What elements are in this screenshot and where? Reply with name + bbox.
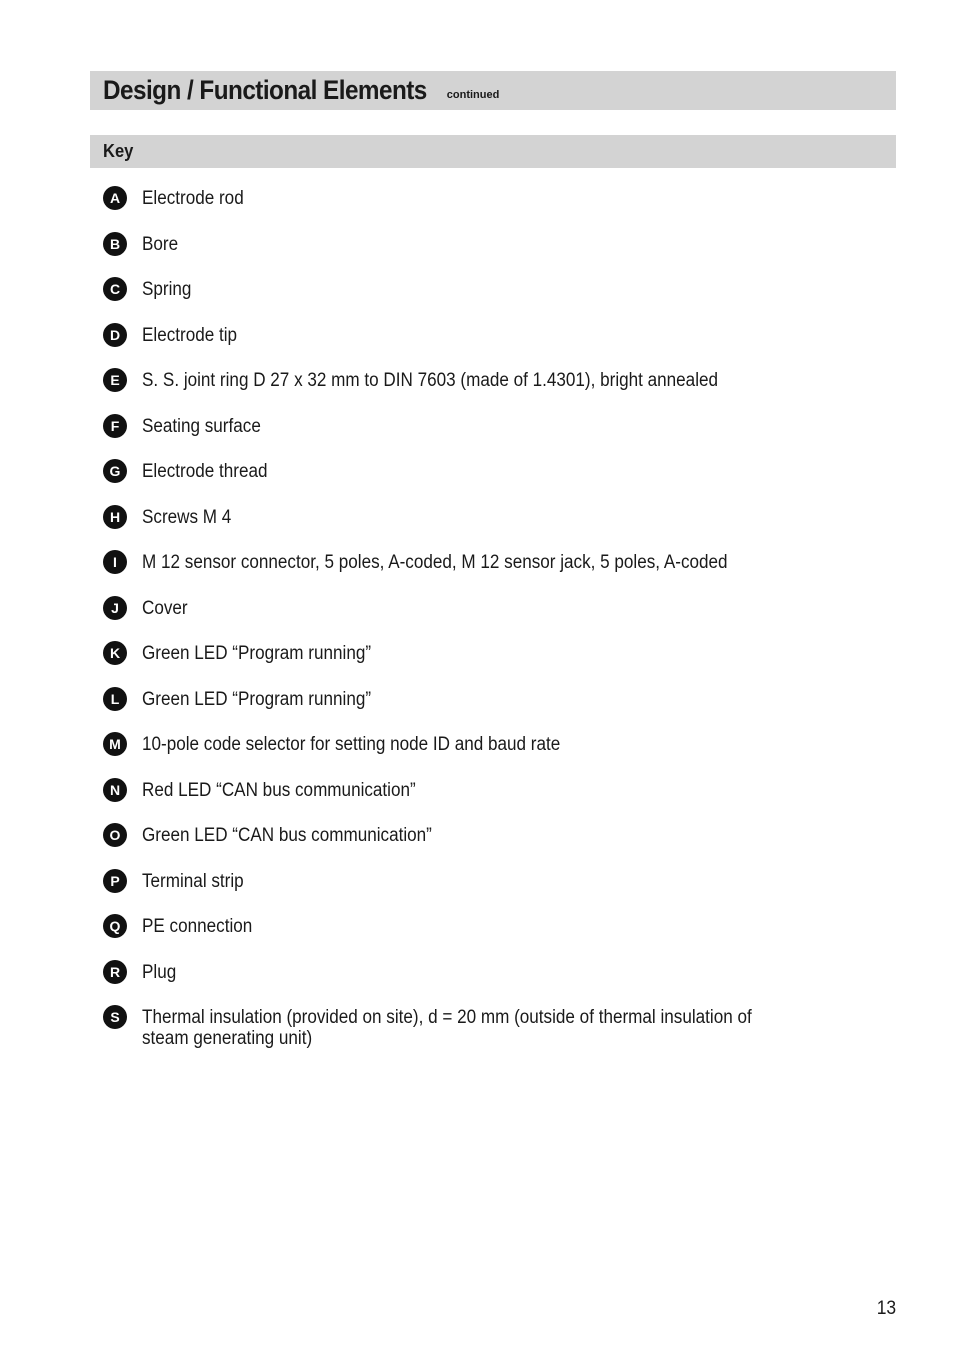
page-title: Design / Functional Elements bbox=[103, 75, 427, 105]
key-item-a bbox=[103, 186, 896, 232]
key-item-text: Red LED “CAN bus communication” bbox=[142, 779, 416, 801]
letter-badge: C bbox=[103, 277, 127, 301]
letter-badge: O bbox=[103, 823, 127, 847]
key-item-text: Terminal strip bbox=[142, 870, 244, 892]
key-item-m bbox=[103, 732, 896, 778]
key-item-o bbox=[103, 823, 896, 869]
key-list bbox=[103, 186, 896, 1051]
letter-badge: P bbox=[103, 869, 127, 893]
key-item-text: Green LED “CAN bus communication” bbox=[142, 825, 432, 846]
key-item-s bbox=[103, 1005, 896, 1051]
letter-badge: S bbox=[103, 1005, 127, 1029]
key-item-d bbox=[103, 323, 896, 369]
letter-badge: R bbox=[103, 960, 127, 984]
key-item-text: Electrode thread bbox=[142, 461, 268, 482]
letter-badge: E bbox=[103, 368, 127, 392]
letter-badge: M bbox=[103, 732, 127, 756]
key-item-text: Cover bbox=[142, 597, 188, 619]
key-item-l bbox=[103, 687, 896, 733]
letter-badge: H bbox=[103, 505, 127, 529]
page-subtitle: continued bbox=[446, 89, 500, 101]
letter-badge: N bbox=[103, 778, 127, 802]
key-item-q bbox=[103, 914, 896, 960]
letter-badge: K bbox=[103, 641, 127, 665]
key-item-text: M 12 sensor connector, 5 poles, A-coded, M 12 sensor jack, 5 poles, A-coded bbox=[142, 552, 728, 573]
key-item-text: PE connection bbox=[142, 916, 253, 937]
key-item-text: Spring bbox=[142, 279, 192, 300]
key-item-r bbox=[103, 960, 896, 1006]
key-item-text: Plug bbox=[142, 961, 177, 983]
key-header-bar bbox=[90, 135, 896, 168]
letter-badge: J bbox=[103, 596, 127, 620]
key-item-text: S. S. joint ring D 27 x 32 mm to DIN 7603 (made of 1.4301), bright annealed bbox=[142, 370, 719, 391]
letter-badge: A bbox=[103, 186, 127, 210]
key-item-text: Green LED “Program running” bbox=[142, 688, 372, 710]
key-item-g bbox=[103, 459, 896, 505]
key-item-f bbox=[103, 414, 896, 460]
key-item-k bbox=[103, 641, 896, 687]
key-item-n bbox=[103, 778, 896, 824]
key-item-b bbox=[103, 232, 896, 278]
key-item-text: Electrode tip bbox=[142, 324, 238, 346]
letter-badge: L bbox=[103, 687, 127, 711]
key-item-j bbox=[103, 596, 896, 642]
key-item-text: Thermal insulation (provided on site), d = 20 mm (outside of thermal insulation of steam generating unit) bbox=[142, 1007, 752, 1049]
section-title-bar bbox=[90, 71, 896, 110]
key-item-p bbox=[103, 869, 896, 915]
letter-badge: F bbox=[103, 414, 127, 438]
key-heading: Key bbox=[103, 141, 134, 161]
letter-badge: I bbox=[103, 550, 127, 574]
key-item-text: Screws M 4 bbox=[142, 506, 232, 528]
key-item-text: Green LED “Program running” bbox=[142, 643, 372, 664]
key-item-text: Bore bbox=[142, 233, 179, 255]
key-item-c bbox=[103, 277, 896, 323]
key-item-i bbox=[103, 550, 896, 596]
key-item-text: 10-pole code selector for setting node ID and baud rate bbox=[142, 734, 561, 755]
key-item-h bbox=[103, 505, 896, 551]
letter-badge: G bbox=[103, 459, 127, 483]
key-item-e bbox=[103, 368, 896, 414]
letter-badge: B bbox=[103, 232, 127, 256]
page-number: 13 bbox=[876, 1298, 896, 1319]
key-item-text: Seating surface bbox=[142, 415, 261, 437]
letter-badge: D bbox=[103, 323, 127, 347]
letter-badge: Q bbox=[103, 914, 127, 938]
key-item-text: Electrode rod bbox=[142, 188, 244, 209]
